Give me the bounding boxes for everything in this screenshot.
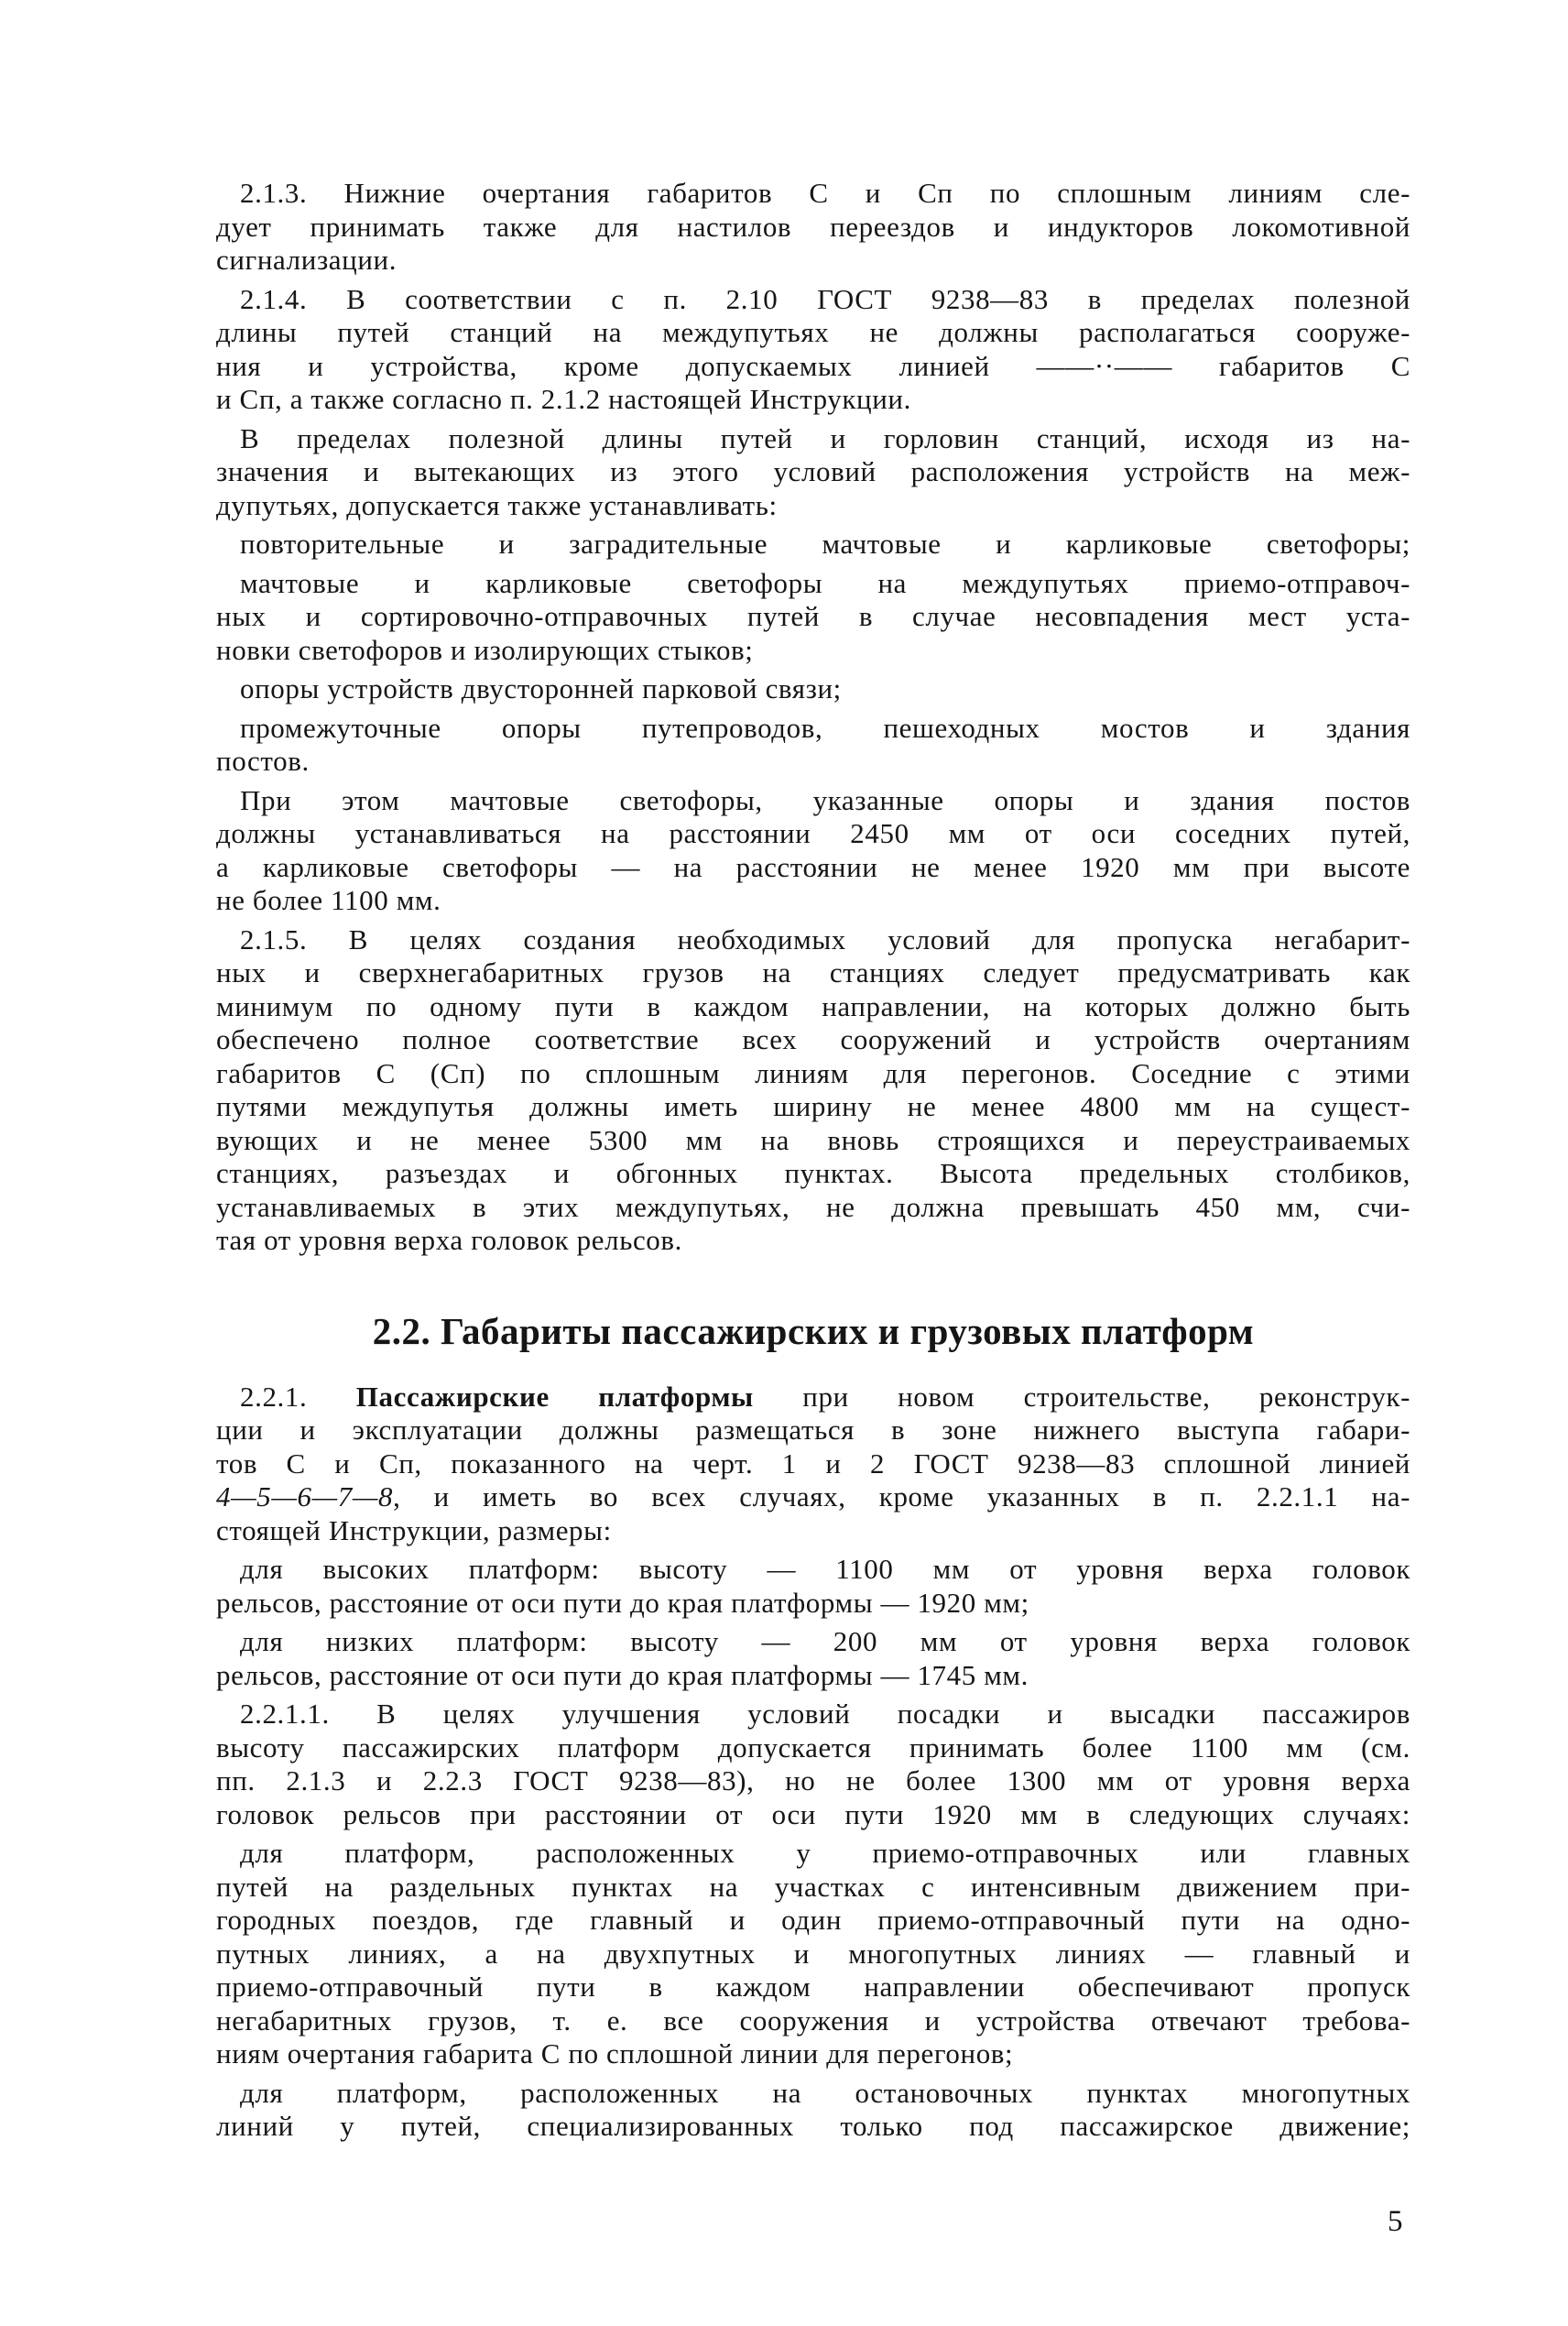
text-line: 2.1.3. Нижние очертания габаритов С и Сп по сплошным линиям сле- [240,177,1410,209]
text-segment: , и иметь во всех случаях, кроме указанных в п. 2.2.1.1 на- [393,1480,1410,1512]
paragraph [216,1625,1410,1692]
text-line: для платформ, расположенных на остановочных пунктах многопутных [240,2076,1410,2109]
paragraph [216,1381,1410,1548]
text-segment: 2.2.1. [240,1380,356,1413]
text-line: для высоких платформ: высоту — 1100 мм от уровня верха головок [240,1553,1410,1585]
paragraph [216,1698,1410,1831]
text-line: 2.2.1.1. В целях улучшения условий посадки и высадки пассажиров [240,1698,1410,1730]
text-line: не более 1100 мм. [216,884,441,916]
paragraph [216,672,1410,706]
text-line: тая от уровня верха головок рельсов. [216,1224,682,1256]
text-line: ных и сортировочно-отправочных путей в случае несовпадения мест уста- [216,600,1410,632]
document-body [216,177,1410,2144]
text-line: При этом мачтовые светофоры, указанные опоры и здания постов [240,783,1410,816]
text-line: ции и эксплуатации должны размещаться в зоне нижнего выступа габари- [216,1414,1410,1446]
text-line: мачтовые и карликовые светофоры на междупутьях приемо-отправоч- [240,566,1410,599]
text-line: ния и устройства, кроме допускаемых линией ——··—— габаритов С [216,349,1410,382]
paragraph [216,923,1410,1258]
paragraph [216,1837,1410,2071]
text-line: стоящей Инструкции, размеры: [216,1513,612,1546]
text-line: 2.1.5. В целях создания необходимых условий для пропуска негабарит- [240,923,1410,956]
text-line: длины путей станций на междупутьях не должны располагаться сооруже- [216,316,1410,348]
text-line: путями междупутья должны иметь ширину не менее 4800 мм на сущест- [216,1090,1410,1122]
text-line: габаритов С (Сп) по сплошным линиям для перегонов. Соседние с этими [216,1056,1410,1089]
paragraph [216,177,1410,278]
paragraph [216,1553,1410,1620]
text-line: минимум по одному пути в каждом направлении, на которых должно быть [216,989,1410,1022]
text-line: рельсов, расстояние от оси пути до края платформы — 1745 мм. [216,1658,1029,1691]
text-line: дует принимать также для настилов переездов и индукторов локомотивной [216,210,1410,243]
text-line: повторительные и заградительные мачтовые и карликовые светофоры; [240,528,1410,560]
text-line: сигнализации. [216,244,397,276]
text-line: вующих и не менее 5300 мм на вновь строящихся и переустраиваемых [216,1123,1410,1156]
text-line: постов. [216,745,310,777]
text-line: путных линиях, а на двухпутных и многопутных линиях — главный и [216,1937,1410,1970]
text-line: значения и вытекающих из этого условий расположения устройств на меж- [216,455,1410,487]
text-line: негабаритных грузов, т. е. все сооружения и устройства отвечают требова- [216,2004,1410,2037]
text-line: пп. 2.1.3 и 2.2.3 ГОСТ 9238—83), но не более 1300 мм от уровня верха [216,1764,1410,1796]
text-line: высоту пассажирских платформ допускается принимать более 1100 мм (см. [216,1731,1410,1764]
text-line: 2.1.4. В соответствии с п. 2.10 ГОСТ 9238—83 в пределах полезной [240,282,1410,315]
text-segment: при новом строительстве, реконструк- [753,1380,1411,1413]
text-line: приемо-отправочный пути в каждом направлении обеспечивают пропуск [216,1971,1410,2003]
text-line: головок рельсов при расстоянии от оси пути 1920 мм в следующих случаях: [216,1797,1410,1830]
text-line [216,1480,1410,1514]
text-line [216,1381,1410,1414]
text-line: промежуточные опоры путепроводов, пешеходных мостов и здания [240,711,1410,744]
paragraph [216,712,1410,779]
section-heading: 2.2. Габариты пассажирских и грузовых платформ [372,1309,1255,1352]
text-line: для низких платформ: высоту — 200 мм от уровня верха головок [240,1625,1410,1657]
text-line: рельсов, расстояние от оси пути до края платформы — 1920 мм; [216,1586,1029,1619]
text-line: обеспечено полное соответствие всех сооружений и устройств очертаниям [216,1023,1410,1055]
text-line: станциях, разъездах и обгонных пунктах. Высота предельных столбиков, [216,1157,1410,1189]
paragraph [216,283,1410,417]
paragraph [216,528,1410,562]
text-line: и Сп, а также согласно п. 2.1.2 настоящей Инструкции. [216,383,911,415]
paragraph [216,2077,1410,2144]
italic-text: 4—5—6—7—8 [216,1480,394,1512]
bold-term: Пассажирские платформы [355,1380,754,1413]
text-line: тов С и Сп, показанного на черт. 1 и 2 ГОСТ 9238—83 сплошной линией [216,1447,1410,1480]
text-line: путей на раздельных пунктах на участках с интенсивным движением при- [216,1870,1410,1903]
text-line: ных и сверхнегабаритных грузов на станциях следует предусматривать как [216,956,1410,988]
text-line: опоры устройств двусторонней парковой связи; [240,672,842,704]
paragraph [216,567,1410,668]
page-number: 5 [1388,2205,1403,2238]
paragraph [216,784,1410,918]
text-line: В пределах полезной длины путей и горловин станций, исходя из на- [240,421,1410,454]
text-line: городных поездов, где главный и один приемо-отправочный пути на одно- [216,1904,1410,1936]
text-line: должны устанавливаться на расстоянии 2450 мм от оси соседних путей, [216,817,1410,849]
text-line: новки светофоров и изолирующих стыков; [216,633,754,666]
paragraph [216,422,1410,523]
text-line: ниям очертания габарита С по сплошной линии для перегонов; [216,2037,1014,2069]
text-line: для платформ, расположенных у приемо-отправочных или главных [240,1837,1410,1869]
text-line: а карликовые светофоры — на расстоянии не менее 1920 мм при высоте [216,850,1410,883]
text-line: устанавливаемых в этих междупутьях, не должна превышать 450 мм, счи- [216,1190,1410,1223]
text-line: линий у путей, специализированных только под пассажирское движение; [216,2110,1410,2142]
text-line: дупутьях, допускается также устанавливать: [216,488,778,521]
